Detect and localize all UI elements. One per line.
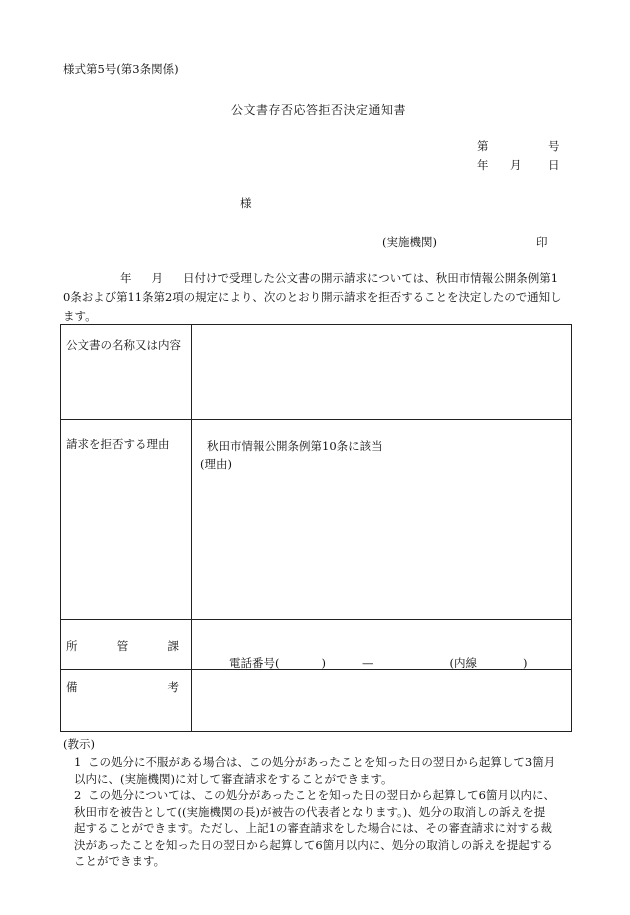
notice-item-1	[74, 754, 574, 787]
tel-label: 電話番号(	[229, 656, 280, 670]
value-remarks	[192, 670, 572, 732]
row-department	[61, 620, 572, 670]
label-department-char-1: 所	[66, 639, 78, 653]
notice-item-2-line-4: 決があったことを知った日の翌日から起算して6箇月以内に、処分の取消しの訴えを提起する	[74, 837, 553, 852]
decision-table	[60, 324, 572, 732]
form-number: 様式第5号(第3条関係)	[63, 62, 179, 76]
body-line-1	[63, 269, 573, 288]
row-document-name	[61, 325, 572, 420]
row-remarks	[61, 670, 572, 732]
label-remarks-char-1: 備	[66, 680, 78, 694]
body-line-3: ます。	[63, 309, 97, 323]
body-line-2: 0条および第11条第2項の規定により、次のとおり開示請求を拒否することを決定したので通知し	[63, 290, 562, 304]
body-line-1-rest: 日付けで受理した公文書の開示請求については、秋田市情報公開条例第1	[183, 271, 559, 285]
notice-item-2-line-5: ことができます。	[74, 854, 166, 868]
tel-extension-close: )	[523, 656, 528, 670]
body-year: 年	[120, 271, 132, 285]
label-department-char-3: 課	[167, 639, 179, 653]
label-remarks	[61, 670, 192, 732]
tel-extension-open: (内線	[449, 656, 477, 670]
value-refusal-reason	[192, 420, 572, 620]
label-remarks-char-2: 考	[167, 680, 179, 694]
notice-item-2-line-2: 秋田市を被告として((実施機関の長)が被告の代表者となります。)、処分の取消しの訴えを提	[74, 804, 546, 819]
telephone-line	[229, 655, 528, 671]
reason-label: (理由)	[200, 457, 232, 471]
body-month: 月	[151, 271, 163, 285]
notice-list	[74, 754, 574, 870]
doc-number-dai: 第	[477, 139, 489, 153]
notice-item-2	[74, 787, 574, 870]
notice-item-2-line-3: 起することができます。ただし、上記1の審査請求をした場合には、その審査請求に対する裁	[74, 821, 552, 835]
notice-item-2-line-1: この処分については、この処分があったことを知った日の翌日から起算して6箇月以内に、	[88, 788, 555, 802]
date-year: 年	[477, 158, 489, 172]
date-month: 月	[510, 158, 522, 172]
notice-item-1-number: 1	[74, 755, 82, 769]
notice-body	[63, 269, 573, 326]
row-refusal-reason	[61, 420, 572, 620]
seal-mark: 印	[536, 235, 548, 249]
notice-heading: (教示)	[63, 737, 95, 751]
date-day: 日	[548, 158, 560, 172]
label-department-char-2: 管	[116, 639, 129, 653]
recipient-suffix: 様	[240, 196, 252, 210]
label-document-name: 公文書の名称又は内容	[61, 325, 192, 420]
notice-item-1-line-2: 以内に、(実施機関)に対して審査請求をすることができます。	[74, 771, 393, 786]
label-refusal-reason: 請求を拒否する理由	[61, 420, 192, 620]
label-department	[61, 620, 192, 670]
tel-dash: —	[362, 656, 374, 670]
issuer-agency-label: (実施機関)	[382, 235, 437, 249]
reason-ordinance: 秋田市情報公開条例第10条に該当	[207, 439, 383, 453]
notice-item-2-number: 2	[74, 788, 82, 802]
doc-number-go: 号	[548, 139, 560, 153]
value-document-name	[192, 325, 572, 420]
value-department	[192, 620, 572, 670]
tel-area-close: )	[321, 656, 326, 670]
notice-item-1-line-1: この処分に不服がある場合は、この処分があったことを知った日の翌日から起算して3箇月	[88, 755, 556, 769]
document-title: 公文書存否応答拒否決定通知書	[231, 103, 407, 117]
